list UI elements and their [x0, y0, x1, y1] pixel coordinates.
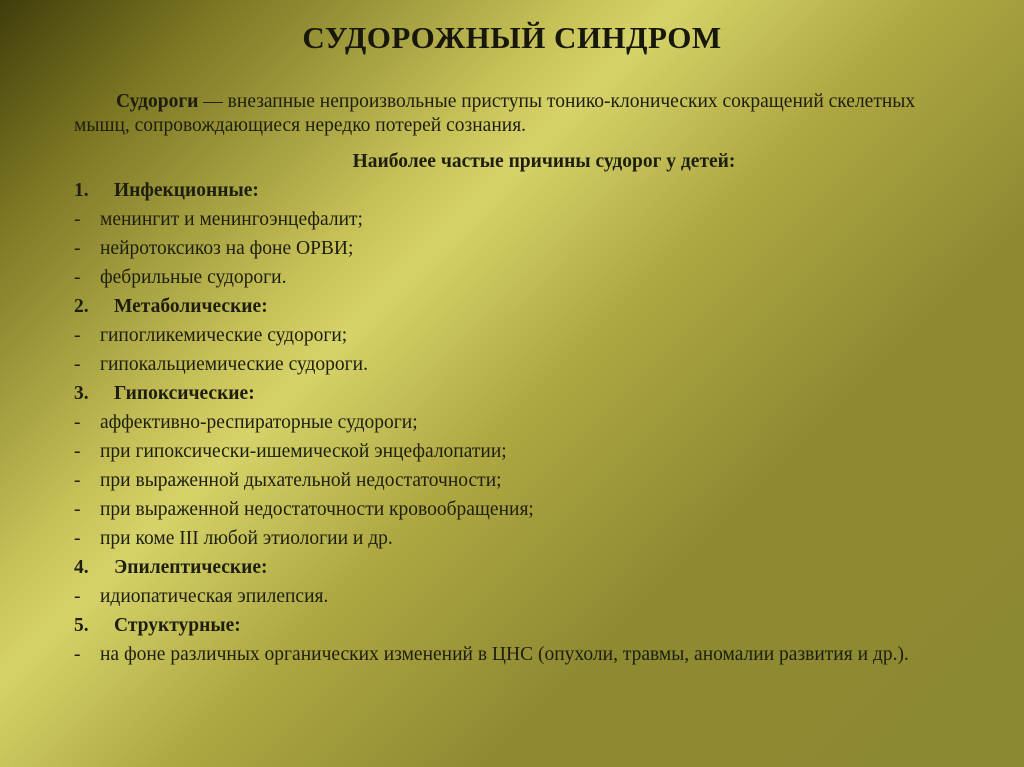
list-item [74, 234, 954, 263]
list-item [74, 350, 954, 379]
bullet-dash: - [74, 470, 81, 491]
bullet-dash: - [74, 586, 81, 607]
list-item [74, 642, 954, 668]
cause-group-epileptic [74, 553, 954, 611]
slide-title: СУДОРОЖНЫЙ СИНДРОМ [302, 20, 722, 55]
bullet-dash: - [74, 238, 81, 259]
list-item-text: нейротоксикоз на фоне ОРВИ; [100, 238, 354, 259]
group-name: Гипоксические: [114, 383, 255, 404]
cause-group-structural [74, 611, 954, 668]
group-name: Метаболические: [114, 296, 268, 317]
list-item [74, 466, 954, 495]
group-heading [74, 553, 954, 582]
list-item [74, 263, 954, 292]
intro-term: Судороги [116, 91, 199, 112]
group-number: 5. [74, 615, 89, 636]
group-heading [74, 176, 954, 205]
bullet-dash: - [74, 209, 81, 230]
group-number: 3. [74, 383, 89, 404]
list-item-text: аффективно-респираторные судороги; [100, 412, 418, 433]
list-item-text: идиопатическая эпилепсия. [100, 586, 329, 607]
causes-heading: Наиболее частые причины судорог у детей: [352, 151, 736, 172]
bullet-dash: - [74, 499, 81, 520]
group-number: 4. [74, 557, 89, 578]
list-item [74, 408, 954, 437]
list-item-text: при выраженной недостаточности кровообращения; [100, 499, 534, 520]
slide-content [74, 90, 954, 668]
intro-paragraph [74, 90, 954, 138]
bullet-dash: - [74, 528, 81, 549]
cause-group-metabolic [74, 292, 954, 379]
group-heading [74, 379, 954, 408]
group-name: Инфекционные: [114, 180, 259, 201]
list-item-text: гипогликемические судороги; [100, 325, 348, 346]
bullet-dash: - [74, 412, 81, 433]
group-number: 2. [74, 296, 89, 317]
bullet-dash: - [74, 354, 81, 375]
cause-group-infectious [74, 176, 954, 292]
list-item [74, 437, 954, 466]
group-name: Эпилептические: [114, 557, 268, 578]
group-name: Структурные: [114, 615, 241, 636]
list-item-text: при коме III любой этиологии и др. [100, 528, 393, 549]
list-item [74, 495, 954, 524]
group-number: 1. [74, 180, 89, 201]
list-item [74, 321, 954, 350]
list-item-text: фебрильные судороги. [100, 267, 287, 288]
list-item [74, 524, 954, 553]
cause-group-hypoxic [74, 379, 954, 553]
list-item-text: на фоне различных органических изменений в ЦНС (опухоли, травмы, аномалии развития и др.). [100, 644, 909, 665]
bullet-dash: - [74, 267, 81, 288]
group-heading [74, 292, 954, 321]
bullet-dash: - [74, 441, 81, 462]
group-heading [74, 611, 954, 640]
list-item-text: менингит и менингоэнцефалит; [100, 209, 363, 230]
bullet-dash: - [74, 644, 81, 665]
list-item [74, 582, 954, 611]
list-item-text: при гипоксически-ишемической энцефалопатии; [100, 441, 507, 462]
bullet-dash: - [74, 325, 81, 346]
list-item [74, 205, 954, 234]
intro-definition: — внезапные непроизвольные приступы тонико-клонических сокращений скелетных мышц, сопровождающиеся нередко потерей сознания. [74, 91, 916, 136]
list-item-text: гипокальциемические судороги. [100, 354, 368, 375]
list-item-text: при выраженной дыхательной недостаточности; [100, 470, 502, 491]
